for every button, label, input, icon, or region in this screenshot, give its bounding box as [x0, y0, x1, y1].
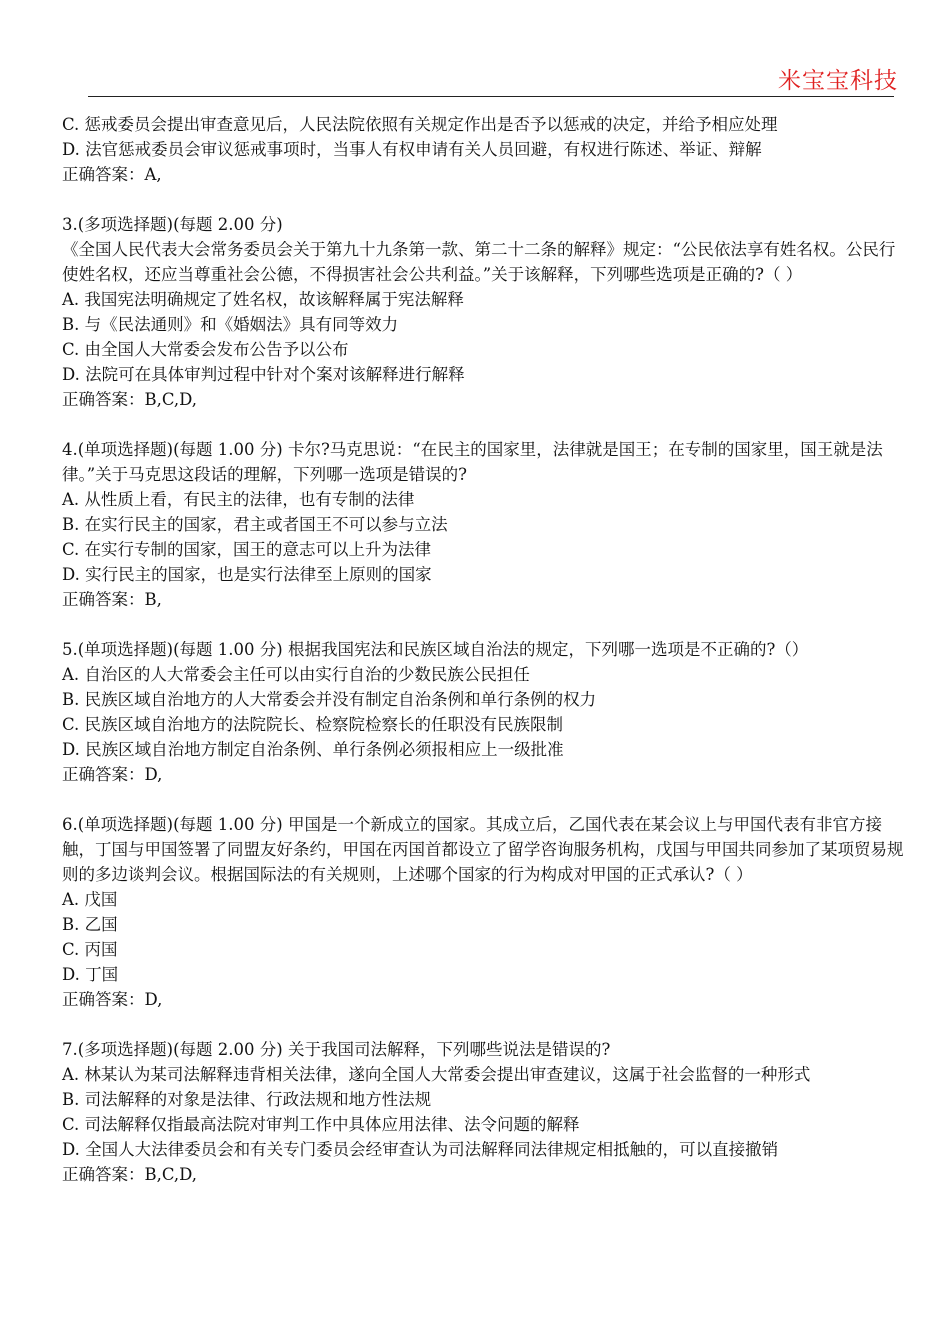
question-5-option-b: B. 民族区域自治地方的人大常委会并没有制定自治条例和单行条例的权力 — [62, 690, 597, 709]
question-5-stem: 5.(单项选择题)(每题 1.00 分) 根据我国宪法和民族区域自治法的规定，下列哪一选项是不正确的?（） — [62, 640, 809, 659]
question-6-option-a: A. 戊国 — [62, 890, 118, 909]
question-6-stem: 6.(单项选择题)(每题 1.00 分) 甲国是一个新成立的国家。其成立后，乙国代表在某会议上与甲国代表有非官方接触，丁国与甲国签署了同盟友好条约，甲国在丙国首都设立了留学咨询服务机构，戊国与甲国共同参加了某项贸易规则的多边谈判会议。根据国际法的有关规则，上述哪个国家的行为构成对甲国的正式承认?（ ） — [62, 815, 904, 884]
question-4-option-d: D. 实行民主的国家，也是实行法律至上原则的国家 — [62, 565, 432, 584]
option-c: C. 惩戒委员会提出审查意见后，人民法院依照有关规定作出是否予以惩戒的决定，并给予相应处理 — [62, 115, 778, 134]
document-body — [62, 112, 908, 1187]
question-4-option-c: C. 在实行专制的国家，国王的意志可以上升为法律 — [62, 540, 432, 559]
option-d: D. 法官惩戒委员会审议惩戒事项时，当事人有权申请有关人员回避，有权进行陈述、举证、辩解 — [62, 140, 762, 159]
question-5-answer: 正确答案：D, — [62, 765, 163, 784]
question-7-option-d: D. 全国人大法律委员会和有关专门委员会经审查认为司法解释同法律规定相抵触的，可以直接撤销 — [62, 1140, 779, 1159]
spacer — [62, 1012, 908, 1037]
spacer — [62, 787, 908, 812]
answer: 正确答案：A, — [62, 165, 162, 184]
question-4-option-a: A. 从性质上看，有民主的法律，也有专制的法律 — [62, 490, 415, 509]
spacer — [62, 412, 908, 437]
question-6-option-c: C. 丙国 — [62, 940, 118, 959]
question-3-header: 3.(多项选择题)(每题 2.00 分) — [62, 215, 283, 234]
question-7-header: 7.(多项选择题)(每题 2.00 分) 关于我国司法解释，下列哪些说法是错误的? — [62, 1040, 611, 1059]
question-7-option-b: B. 司法解释的对象是法律、行政法规和地方性法规 — [62, 1090, 432, 1109]
question-6-answer: 正确答案：D, — [62, 990, 163, 1009]
question-4-stem: 4.(单项选择题)(每题 1.00 分) 卡尔?马克思说：“在民主的国家里，法律就是国王；在专制的国家里，国王就是法律。”关于马克思这段话的理解，下列哪一选项是错误的? — [62, 440, 883, 484]
question-4-option-b: B. 在实行民主的国家，君主或者国王不可以参与立法 — [62, 515, 448, 534]
question-4-answer: 正确答案：B, — [62, 590, 162, 609]
question-3-option-c: C. 由全国人大常委会发布公告予以公布 — [62, 340, 349, 359]
question-5-option-d: D. 民族区域自治地方制定自治条例、单行条例必须报相应上一级批准 — [62, 740, 564, 759]
question-6-option-d: D. 丁国 — [62, 965, 119, 984]
brand-header: 米宝宝科技 — [778, 68, 898, 94]
spacer — [62, 612, 908, 637]
question-7-answer: 正确答案：B,C,D, — [62, 1165, 198, 1184]
question-3-stem: 《全国人民代表大会常务委员会关于第九十九条第一款、第二十二条的解释》规定：“公民依法享有姓名权。公民行使姓名权，还应当尊重社会公德，不得损害社会公共利益。”关于该解释，下列哪些选项是正确的?（ ） — [62, 240, 896, 284]
question-3-option-d: D. 法院可在具体审判过程中针对个案对该解释进行解释 — [62, 365, 465, 384]
question-3-answer: 正确答案：B,C,D, — [62, 390, 198, 409]
question-3-option-b: B. 与《民法通则》和《婚姻法》具有同等效力 — [62, 315, 399, 334]
question-5-option-a: A. 自治区的人大常委会主任可以由实行自治的少数民族公民担任 — [62, 665, 530, 684]
question-7-option-c: C. 司法解释仅指最高法院对审判工作中具体应用法律、法令问题的解释 — [62, 1115, 580, 1134]
question-5-option-c: C. 民族区域自治地方的法院院长、检察院检察长的任职没有民族限制 — [62, 715, 564, 734]
header-divider — [88, 96, 894, 97]
spacer — [62, 187, 908, 212]
question-3-option-a: A. 我国宪法明确规定了姓名权，故该解释属于宪法解释 — [62, 290, 464, 309]
question-6-option-b: B. 乙国 — [62, 915, 118, 934]
question-7-option-a: A. 林某认为某司法解释违背相关法律，遂向全国人大常委会提出审查建议，这属于社会监督的一种形式 — [62, 1065, 811, 1084]
